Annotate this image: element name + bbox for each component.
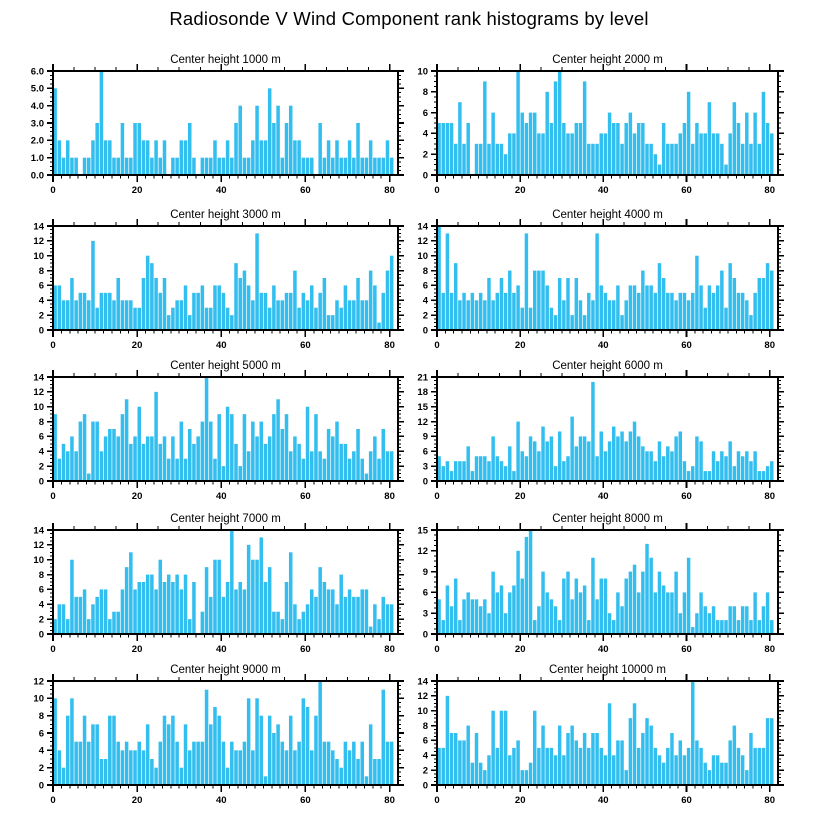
svg-text:80: 80 [384, 185, 395, 196]
histogram-svg [391, 51, 794, 205]
histogram-svg [391, 510, 794, 664]
svg-text:20: 20 [131, 185, 143, 196]
histogram-svg [391, 357, 794, 511]
svg-text:12: 12 [417, 691, 428, 703]
svg-text:3: 3 [422, 461, 428, 473]
svg-text:10: 10 [33, 251, 44, 262]
histogram-svg [7, 206, 414, 360]
subplot-center-height-5000m [7, 357, 414, 511]
subplot-title: Center height 9000 m [170, 664, 281, 676]
svg-text:1.0: 1.0 [30, 153, 44, 164]
svg-text:8: 8 [38, 569, 44, 581]
svg-text:60: 60 [681, 340, 692, 351]
svg-text:40: 40 [598, 491, 609, 502]
svg-text:0: 0 [422, 170, 428, 182]
svg-text:3: 3 [422, 608, 428, 620]
svg-text:14: 14 [33, 221, 44, 233]
svg-text:60: 60 [681, 185, 692, 196]
svg-text:80: 80 [764, 340, 775, 351]
svg-text:0: 0 [38, 780, 44, 792]
svg-text:4.0: 4.0 [30, 101, 44, 112]
svg-text:40: 40 [216, 185, 227, 196]
svg-text:6: 6 [38, 431, 44, 443]
svg-text:0: 0 [434, 491, 440, 502]
svg-text:3.0: 3.0 [30, 118, 44, 130]
svg-text:80: 80 [384, 340, 395, 351]
histogram-svg [7, 357, 414, 511]
svg-text:14: 14 [33, 525, 44, 537]
svg-text:2: 2 [422, 310, 428, 322]
svg-text:4: 4 [38, 446, 44, 458]
svg-text:12: 12 [33, 236, 44, 248]
svg-text:6: 6 [38, 728, 44, 740]
svg-text:60: 60 [681, 644, 692, 655]
svg-text:80: 80 [764, 644, 775, 655]
svg-text:2: 2 [38, 310, 44, 322]
svg-text:10: 10 [33, 402, 44, 413]
svg-text:0: 0 [434, 340, 440, 351]
svg-text:18: 18 [417, 387, 428, 399]
svg-text:6: 6 [422, 587, 428, 599]
svg-text:6: 6 [38, 584, 44, 596]
subplot-center-height-2000m [391, 51, 794, 205]
subplot-center-height-4000m [391, 206, 794, 360]
svg-text:4: 4 [38, 295, 44, 307]
svg-text:0: 0 [38, 629, 44, 641]
svg-text:40: 40 [598, 795, 609, 806]
svg-text:0.0: 0.0 [30, 170, 44, 182]
svg-text:0: 0 [422, 476, 428, 488]
svg-text:12: 12 [417, 416, 428, 428]
subplot-center-height-6000m [391, 357, 794, 511]
subplot-center-height-10000m [391, 661, 794, 815]
svg-text:6: 6 [422, 107, 428, 119]
svg-text:21: 21 [417, 372, 428, 384]
svg-text:4: 4 [38, 599, 44, 611]
histogram-svg [7, 510, 414, 664]
svg-text:5.0: 5.0 [30, 83, 44, 95]
svg-text:2: 2 [422, 149, 428, 161]
svg-text:12: 12 [33, 676, 44, 688]
svg-text:0: 0 [434, 795, 440, 806]
svg-text:40: 40 [598, 185, 609, 196]
svg-text:0: 0 [422, 629, 428, 641]
svg-text:10: 10 [33, 555, 44, 566]
svg-text:4: 4 [38, 745, 44, 757]
subplot-title: Center height 4000 m [552, 209, 663, 221]
svg-text:20: 20 [514, 491, 526, 502]
subplot-title: Center height 1000 m [170, 54, 281, 66]
svg-text:60: 60 [300, 491, 311, 502]
svg-text:2: 2 [422, 765, 428, 777]
svg-text:10: 10 [33, 693, 44, 705]
svg-text:6: 6 [422, 735, 428, 747]
svg-text:80: 80 [764, 795, 775, 806]
svg-text:14: 14 [417, 221, 428, 233]
subplot-center-height-3000m [7, 206, 414, 360]
svg-text:12: 12 [417, 236, 428, 248]
svg-text:0: 0 [50, 795, 56, 806]
subplot-title: Center height 3000 m [170, 209, 281, 221]
svg-text:10: 10 [417, 706, 428, 717]
svg-text:6: 6 [422, 280, 428, 292]
svg-text:60: 60 [681, 491, 692, 502]
subplot-title: Center height 8000 m [552, 513, 663, 525]
svg-text:4: 4 [422, 295, 428, 307]
figure-title: Radiosonde V Wind Component rank histograms by level [169, 8, 649, 29]
svg-text:14: 14 [33, 372, 44, 384]
subplot-center-height-8000m [391, 510, 794, 664]
svg-text:8: 8 [38, 265, 44, 277]
svg-text:40: 40 [216, 644, 227, 655]
svg-text:6: 6 [38, 280, 44, 292]
svg-text:40: 40 [598, 340, 609, 351]
svg-text:8: 8 [38, 416, 44, 428]
histogram-svg [391, 206, 794, 360]
svg-text:60: 60 [300, 644, 311, 655]
subplot-title: Center height 5000 m [170, 360, 281, 372]
svg-text:8: 8 [422, 720, 428, 732]
svg-text:0: 0 [50, 644, 56, 655]
svg-text:40: 40 [216, 491, 227, 502]
svg-text:0: 0 [422, 325, 428, 337]
svg-text:2.0: 2.0 [30, 135, 44, 147]
svg-text:6: 6 [422, 446, 428, 458]
svg-text:10: 10 [417, 66, 428, 78]
svg-text:60: 60 [300, 185, 311, 196]
subplot-center-height-1000m [7, 51, 414, 205]
svg-text:40: 40 [216, 340, 227, 351]
svg-text:15: 15 [417, 402, 428, 413]
svg-text:60: 60 [681, 795, 692, 806]
svg-text:2: 2 [38, 763, 44, 774]
svg-text:0: 0 [422, 780, 428, 792]
svg-text:20: 20 [131, 795, 143, 806]
svg-text:0: 0 [38, 325, 44, 337]
svg-text:10: 10 [417, 251, 428, 262]
svg-text:9: 9 [422, 566, 428, 578]
svg-text:80: 80 [764, 185, 775, 196]
svg-text:4: 4 [422, 750, 428, 762]
svg-text:0: 0 [38, 476, 44, 488]
svg-text:20: 20 [514, 795, 526, 806]
svg-text:40: 40 [598, 644, 609, 655]
svg-text:2: 2 [38, 614, 44, 626]
histogram-svg [7, 661, 414, 815]
svg-text:0: 0 [50, 340, 56, 351]
svg-text:20: 20 [131, 644, 143, 655]
svg-text:20: 20 [514, 644, 526, 655]
subplot-center-height-7000m [7, 510, 414, 664]
subplot-title: Center height 7000 m [170, 513, 281, 525]
histogram-svg [391, 661, 794, 815]
svg-text:0: 0 [50, 491, 56, 502]
svg-text:20: 20 [514, 185, 526, 196]
svg-text:0: 0 [434, 185, 440, 196]
svg-text:0: 0 [50, 185, 56, 196]
svg-text:2: 2 [38, 461, 44, 473]
svg-text:14: 14 [417, 676, 428, 688]
svg-text:9: 9 [422, 431, 428, 443]
subplot-title: Center height 10000 m [549, 664, 666, 676]
svg-text:12: 12 [417, 546, 428, 558]
svg-text:40: 40 [216, 795, 227, 806]
svg-text:12: 12 [33, 540, 44, 552]
svg-text:80: 80 [384, 795, 395, 806]
svg-text:20: 20 [131, 491, 143, 502]
subplot-title: Center height 6000 m [552, 360, 663, 372]
svg-text:80: 80 [384, 644, 395, 655]
histogram-svg [7, 51, 414, 205]
svg-text:80: 80 [384, 491, 395, 502]
subplot-center-height-9000m [7, 661, 414, 815]
svg-text:4: 4 [422, 128, 428, 140]
svg-text:20: 20 [131, 340, 143, 351]
svg-text:0: 0 [434, 644, 440, 655]
svg-text:8: 8 [422, 265, 428, 277]
svg-text:80: 80 [764, 491, 775, 502]
svg-text:8: 8 [38, 711, 44, 722]
svg-text:8: 8 [422, 87, 428, 99]
svg-text:6.0: 6.0 [30, 66, 44, 78]
svg-text:60: 60 [300, 340, 311, 351]
svg-text:20: 20 [514, 340, 526, 351]
svg-text:60: 60 [300, 795, 311, 806]
svg-text:12: 12 [33, 387, 44, 399]
svg-text:15: 15 [417, 525, 428, 537]
subplot-title: Center height 2000 m [552, 54, 663, 66]
